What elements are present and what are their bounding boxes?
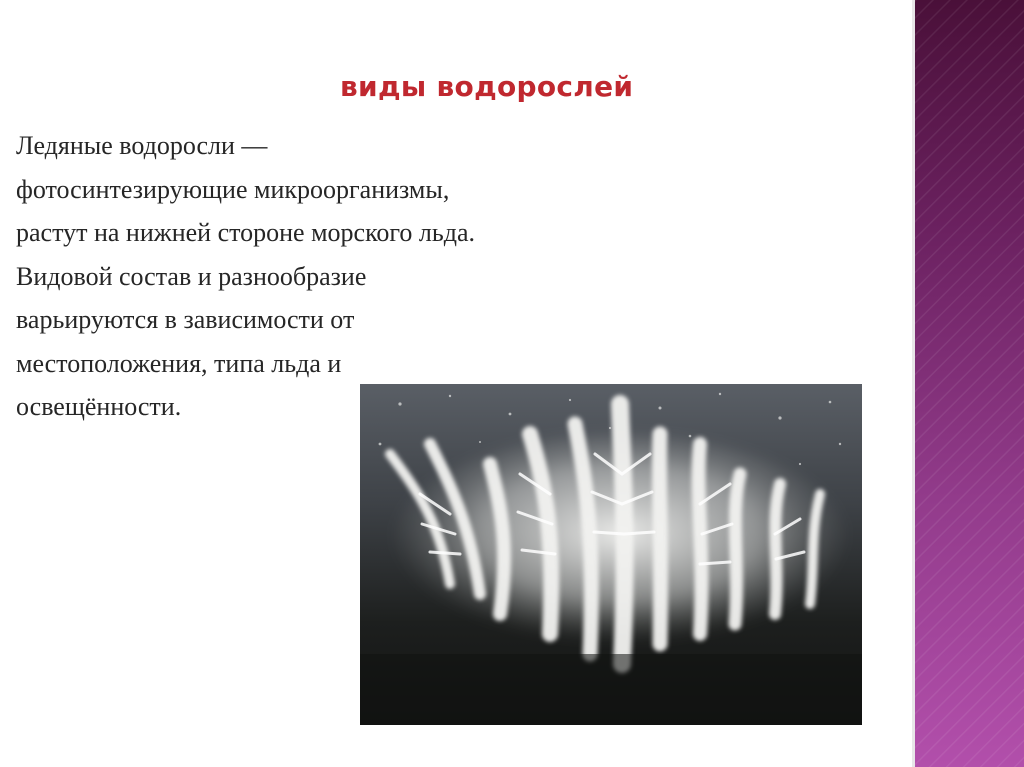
slide-title: виды водорослей — [340, 70, 634, 103]
body-line: Ледяные водоросли — — [16, 131, 268, 160]
body-line: местоположения, типа льда и — [16, 348, 342, 378]
body-line: освещённости. — [16, 392, 182, 421]
decorative-side-band — [915, 0, 1024, 767]
ice-algae-photo — [360, 384, 862, 725]
body-line: варьируются в зависимости от — [16, 305, 355, 334]
body-line: растут на нижней стороне морского льда. — [16, 218, 476, 247]
slide-body-text — [16, 124, 676, 429]
body-line: Видовой состав и разнообразие — [16, 261, 367, 291]
body-line: фотосинтезирующие микроорганизмы, — [16, 174, 450, 204]
